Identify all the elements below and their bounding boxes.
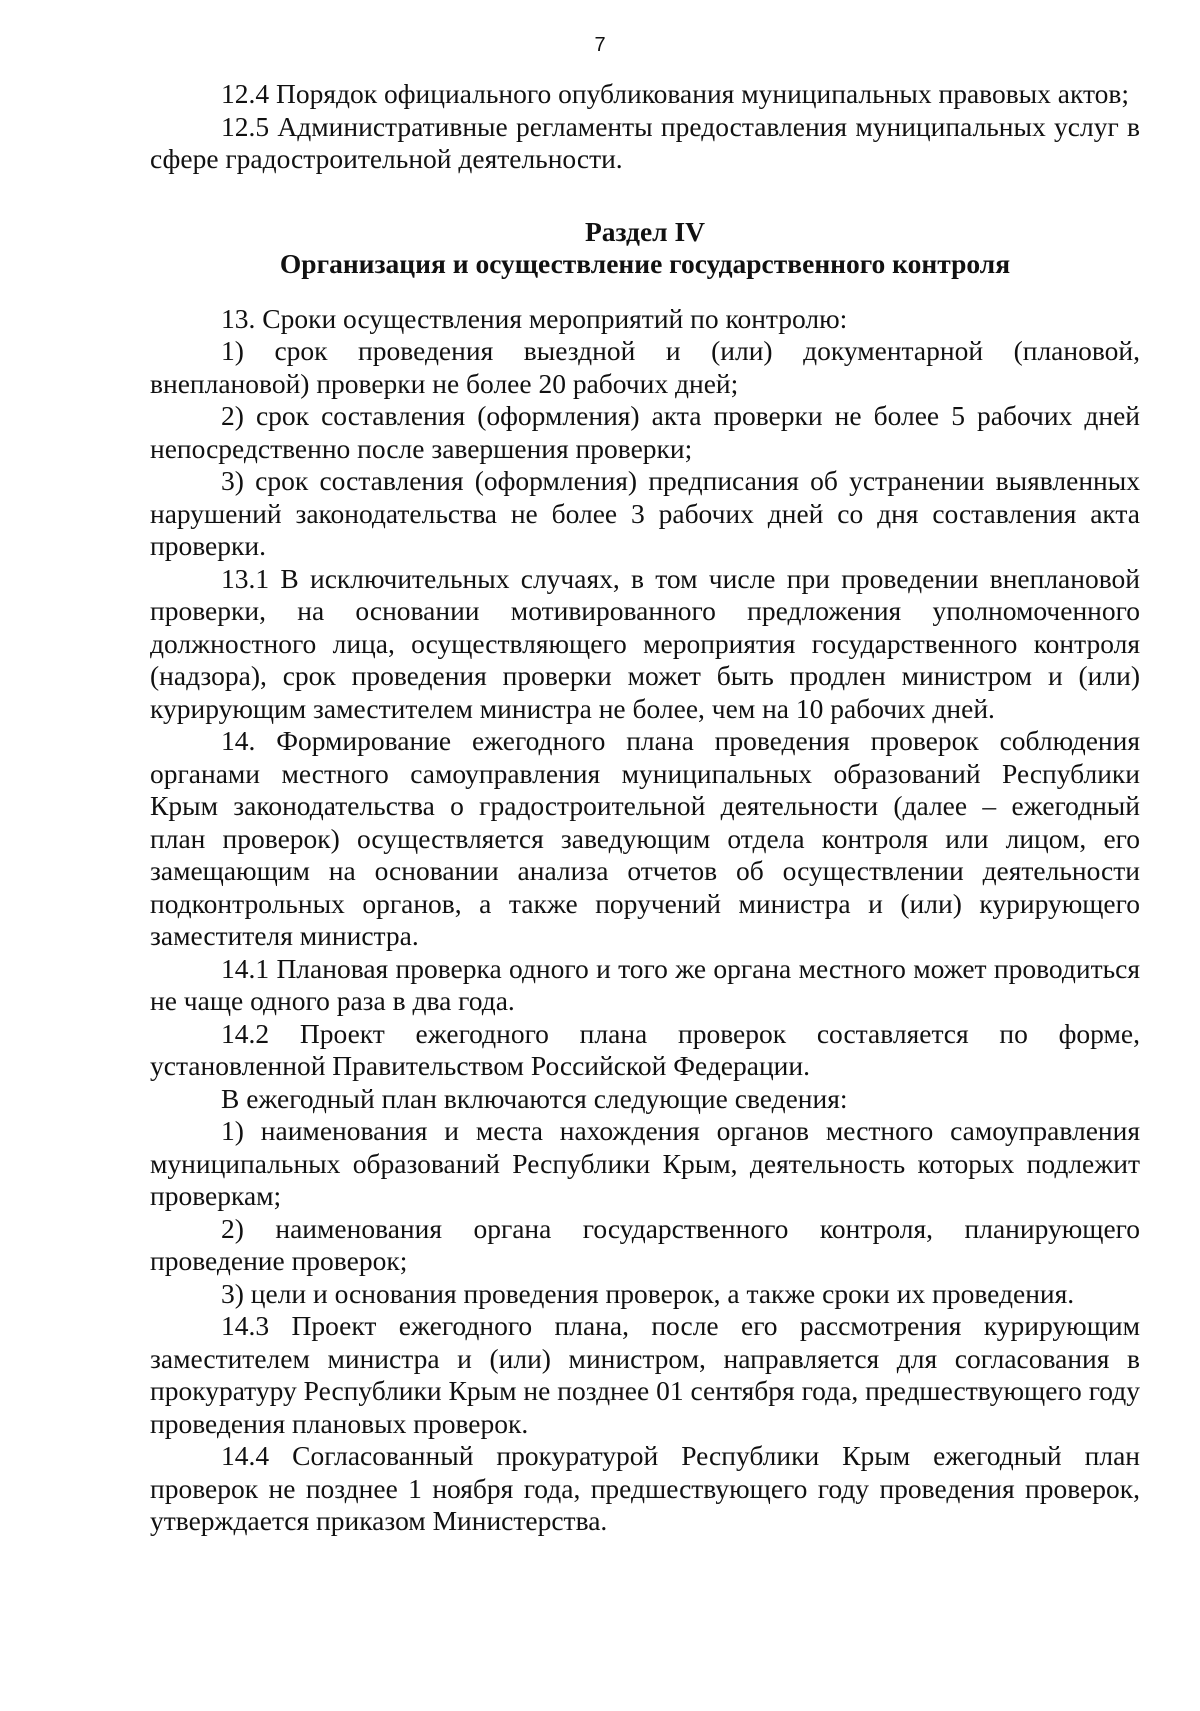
- section-subtitle: Организация и осуществление государственного контроля: [279, 248, 1011, 279]
- paragraph-14-2-intro: В ежегодный план включаются следующие сведения:: [221, 1082, 848, 1114]
- paragraph-13: 13. Сроки осуществления мероприятий по контролю:: [221, 302, 848, 334]
- page-number: 7: [594, 34, 606, 56]
- paragraph-12-5: 12.5 Административные регламенты предоставления муниципальных услуг в сфере градостроительной деятельности.: [150, 110, 1140, 174]
- paragraph-14-1: 14.1 Плановая проверка одного и того же органа местного может проводиться не чаще одного раза в два года.: [150, 952, 1140, 1016]
- paragraph-13-item-1: 1) срок проведения выездной и (или) документарной (плановой, внеплановой) проверки не более 20 рабочих дней;: [150, 335, 1140, 399]
- paragraph-14-2: 14.2 Проект ежегодного плана проверок составляется по форме, установленной Правительством Российской Федерации.: [150, 1017, 1140, 1081]
- paragraph-13-1: 13.1 В исключительных случаях, в том числе при проведении внеплановой проверки, на основании мотивированного предложения уполномоченного должностного лица, осуществляющего мероприятия государственного контроля (надзора), срок проведения проверки может быть продлен министром и (или) курирующим заместителем министра не более, чем на 10 рабочих дней.: [150, 562, 1140, 724]
- section-title: Раздел IV: [584, 215, 706, 247]
- paragraph-14-2-item-1: 1) наименования и места нахождения органов местного самоуправления муниципальных образований Республики Крым, деятельность которых подлежит проверкам;: [150, 1115, 1140, 1211]
- paragraph-14-2-item-2: 2) наименования органа государственного контроля, планирующего проведение проверок;: [150, 1212, 1140, 1276]
- paragraph-13-item-2: 2) срок составления (оформления) акта проверки не более 5 рабочих дней непосредственно после завершения проверки;: [150, 400, 1140, 464]
- paragraph-14-3: 14.3 Проект ежегодного плана, после его рассмотрения курирующим заместителем министра и (или) министром, направляется для согласования в прокуратуру Республики Крым не позднее 01 сентября года, предшествующего году проведения плановых проверок.: [150, 1310, 1140, 1439]
- paragraph-14-4: 14.4 Согласованный прокуратурой Республики Крым ежегодный план проверок не позднее 1 ноября года, предшествующего году проведения проверок, утверждается приказом Министерства.: [150, 1440, 1140, 1536]
- section-heading: [150, 216, 1140, 281]
- paragraph-13-item-3: 3) срок составления (оформления) предписания об устранении выявленных нарушений законодательства не более 3 рабочих дней со дня составления акта проверки.: [150, 465, 1140, 561]
- paragraph-14: 14. Формирование ежегодного плана проведения проверок соблюдения органами местного самоуправления муниципальных образований Республики Крым законодательства о градостроительной деятельности (далее – ежегодный план проверок) осуществляется заведующим отдела контроля или лицом, его замещающим на основании анализа отчетов об осуществлении деятельности подконтрольных органов, а также поручений министра и (или) курирующего заместителя министра.: [150, 725, 1140, 951]
- document-body: [150, 78, 1140, 1538]
- paragraph-14-2-item-3: 3) цели и основания проведения проверок, а также сроки их проведения.: [221, 1277, 1075, 1309]
- paragraph-12-4: 12.4 Порядок официального опубликования муниципальных правовых актов;: [221, 78, 1130, 109]
